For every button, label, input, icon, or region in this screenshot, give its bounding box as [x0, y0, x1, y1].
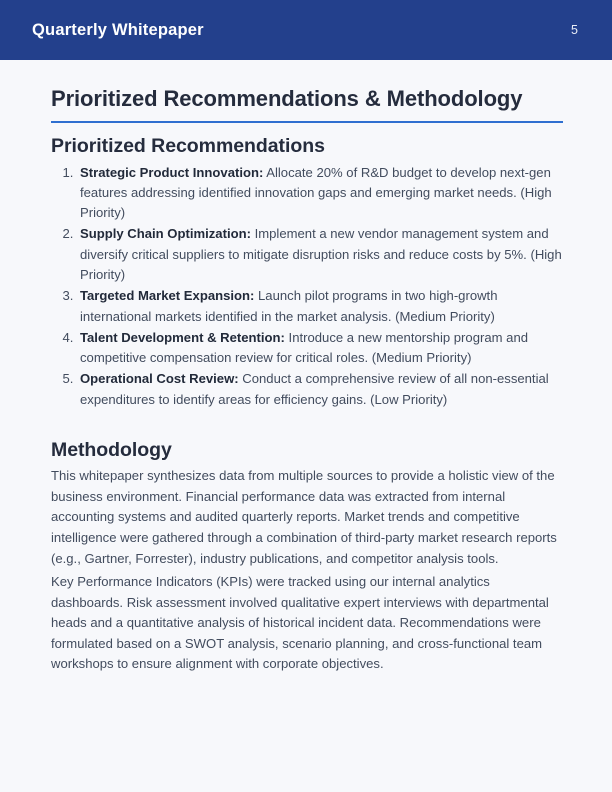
- recommendation-text: Allocate 20% of R&D budget to develop next-gen features addressing identified innovation gaps and emerging market needs. (High Priority): [80, 164, 552, 221]
- header-page-number: 5: [571, 22, 578, 37]
- section-methodology: [51, 438, 563, 675]
- recommendation-text: Introduce a new mentorship program and competitive compensation review for critical roles. (Medium Priority): [80, 329, 529, 366]
- recommendations-list: [51, 163, 563, 410]
- title-underline-rule: [51, 121, 563, 123]
- list-item: [77, 286, 563, 327]
- list-item: [77, 369, 563, 410]
- recommendation-label: Operational Cost Review:: [80, 371, 239, 387]
- page-content: [0, 60, 612, 675]
- recommendation-text: Conduct a comprehensive review of all non-essential expenditures to identify areas for efficiency gains. (Low Priority): [80, 371, 549, 407]
- recommendation-text: Implement a new vendor management system and diversify critical suppliers to mitigate disruption risks and reduce costs by 5%. (High Priority): [80, 226, 562, 282]
- recommendation-label: Supply Chain Optimization:: [80, 226, 251, 242]
- methodology-paragraph: This whitepaper synthesizes data from multiple sources to provide a holistic view of the business environment. Financial performance data was extracted from internal accounting systems and audited quarterly reports. Market trends and competitive intelligence were gathered through a combination of third-party market research reports (e.g., Gartner, Forrester), industry publications, and competitor analysis tools.: [51, 468, 557, 566]
- section-prioritized-recommendations: [51, 134, 563, 410]
- section-heading-recommendations: Prioritized Recommendations: [51, 135, 325, 158]
- recommendation-label: Strategic Product Innovation:: [80, 164, 264, 180]
- list-item: [77, 224, 563, 285]
- methodology-paragraph: Key Performance Indicators (KPIs) were tracked using our internal analytics dashboards. Risk assessment involved qualitative expert interviews with departmental heads and a quantitative analysis of historical incident data. Recommendations were formulated based on a SWOT analysis, scenario planning, and cross-functional team workshops to ensure alignment with corporate objectives.: [51, 574, 549, 672]
- section-heading-methodology: Methodology: [51, 438, 172, 461]
- recommendation-text: Launch pilot programs in two high-growth international markets identified in the market analysis. (Medium Priority): [80, 288, 498, 324]
- recommendation-label: Talent Development & Retention:: [80, 329, 285, 345]
- page-header-band: [0, 0, 612, 60]
- recommendation-label: Targeted Market Expansion:: [80, 288, 255, 304]
- list-item: [77, 163, 563, 224]
- header-document-title: Quarterly Whitepaper: [32, 20, 204, 39]
- page-title: Prioritized Recommendations & Methodology: [51, 86, 523, 111]
- list-item: [77, 328, 563, 369]
